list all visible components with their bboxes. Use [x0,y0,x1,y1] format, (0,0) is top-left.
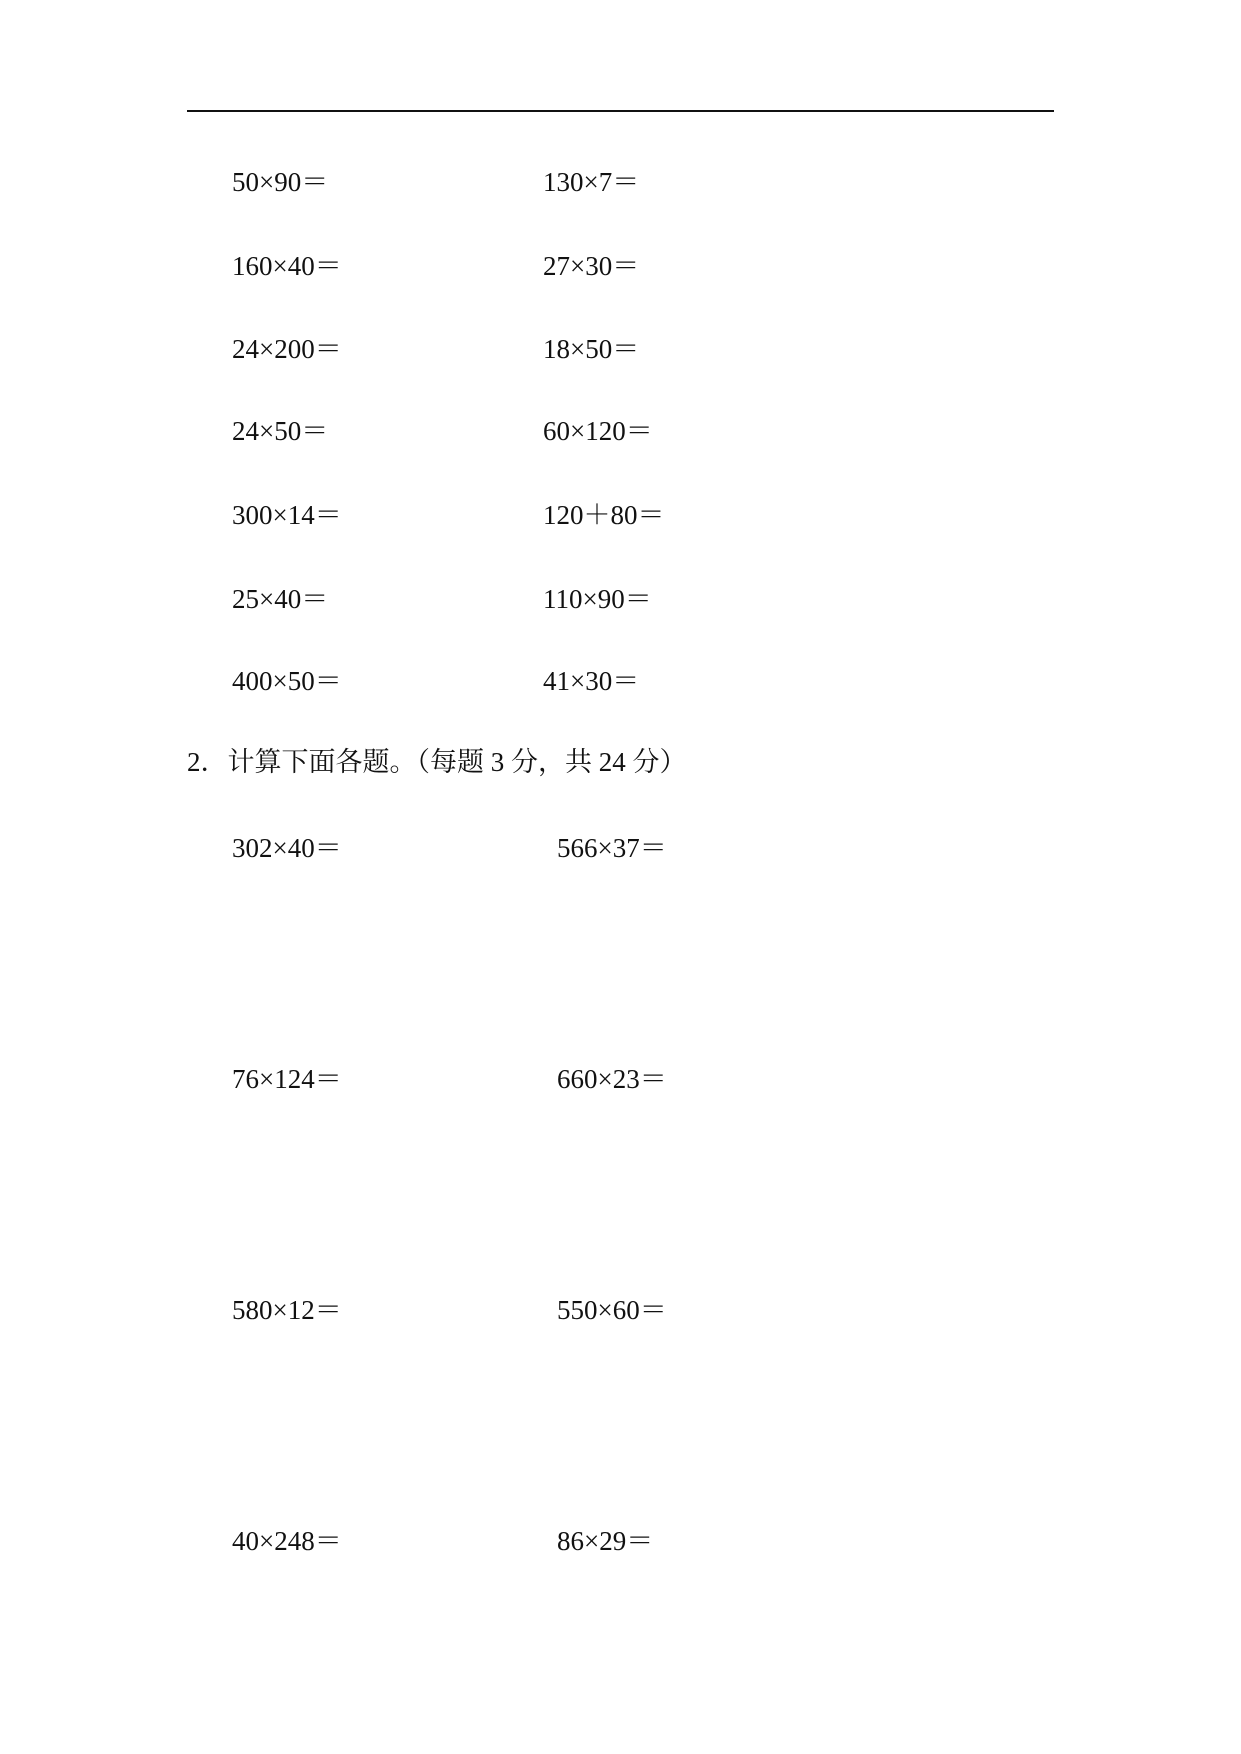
problem: 24×200＝ [232,334,342,364]
problem: 40×248＝ [232,1526,342,1556]
problem: 76×124＝ [232,1064,342,1094]
problem: 110×90＝ [543,584,652,614]
problem: 550×60＝ [557,1295,667,1325]
problem: 25×40＝ [232,584,329,614]
problem: 130×7＝ [543,167,640,197]
problem: 18×50＝ [543,334,640,364]
problem: 27×30＝ [543,251,640,281]
problem: 400×50＝ [232,666,342,696]
header-rule [187,110,1054,112]
problem: 302×40＝ [232,833,342,863]
problem: 120＋80＝ [543,500,665,530]
problem: 60×120＝ [543,416,653,446]
problem: 566×37＝ [557,833,667,863]
problem: 160×40＝ [232,251,342,281]
problem: 50×90＝ [232,167,329,197]
problem: 86×29＝ [557,1526,654,1556]
problem: 660×23＝ [557,1064,667,1094]
section-heading: 2．计算下面各题。（每题 3 分，共 24 分） [187,747,687,777]
problem: 41×30＝ [543,666,640,696]
problem: 580×12＝ [232,1295,342,1325]
problem: 24×50＝ [232,416,329,446]
problem: 300×14＝ [232,500,342,530]
